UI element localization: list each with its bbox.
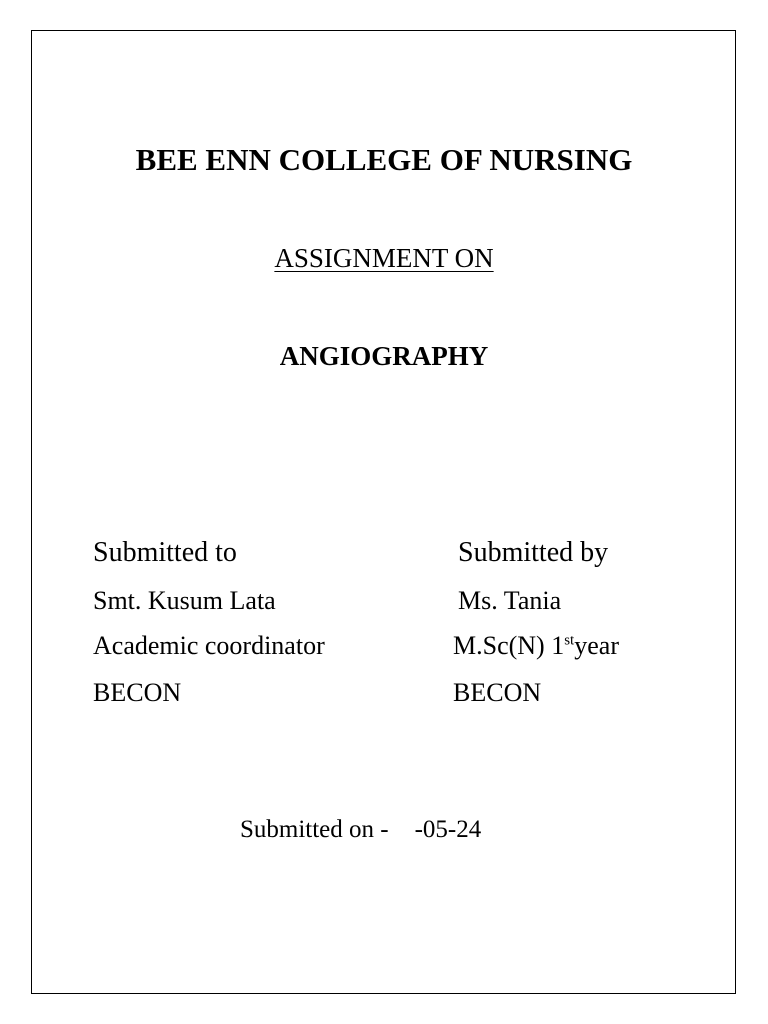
assignment-heading [0, 240, 768, 276]
submission-label: Submitted on - [240, 816, 389, 843]
course-suffix: year [574, 631, 619, 660]
submitted-to-name: Smt. Kusum Lata [93, 586, 276, 615]
submitted-to-heading: Submitted to [93, 537, 237, 568]
course-prefix: M.Sc(N) 1 [453, 631, 565, 660]
assignment-heading-text: ASSIGNMENT ON [274, 243, 494, 273]
submitted-by-course [453, 629, 619, 663]
submitted-by-name: Ms. Tania [458, 586, 562, 615]
course-superscript: st [564, 632, 575, 649]
college-name: BEE ENN COLLEGE OF NURSING [135, 142, 633, 177]
submission-line [240, 813, 481, 847]
assignment-topic: ANGIOGRAPHY [279, 341, 489, 371]
submitted-by-heading: Submitted by [458, 537, 609, 568]
submitted-by-institution: BECON [453, 678, 542, 707]
submitted-to-designation: Academic coordinator [93, 631, 325, 660]
submitted-to-institution: BECON [93, 678, 182, 707]
submission-date: -05-24 [414, 816, 482, 843]
